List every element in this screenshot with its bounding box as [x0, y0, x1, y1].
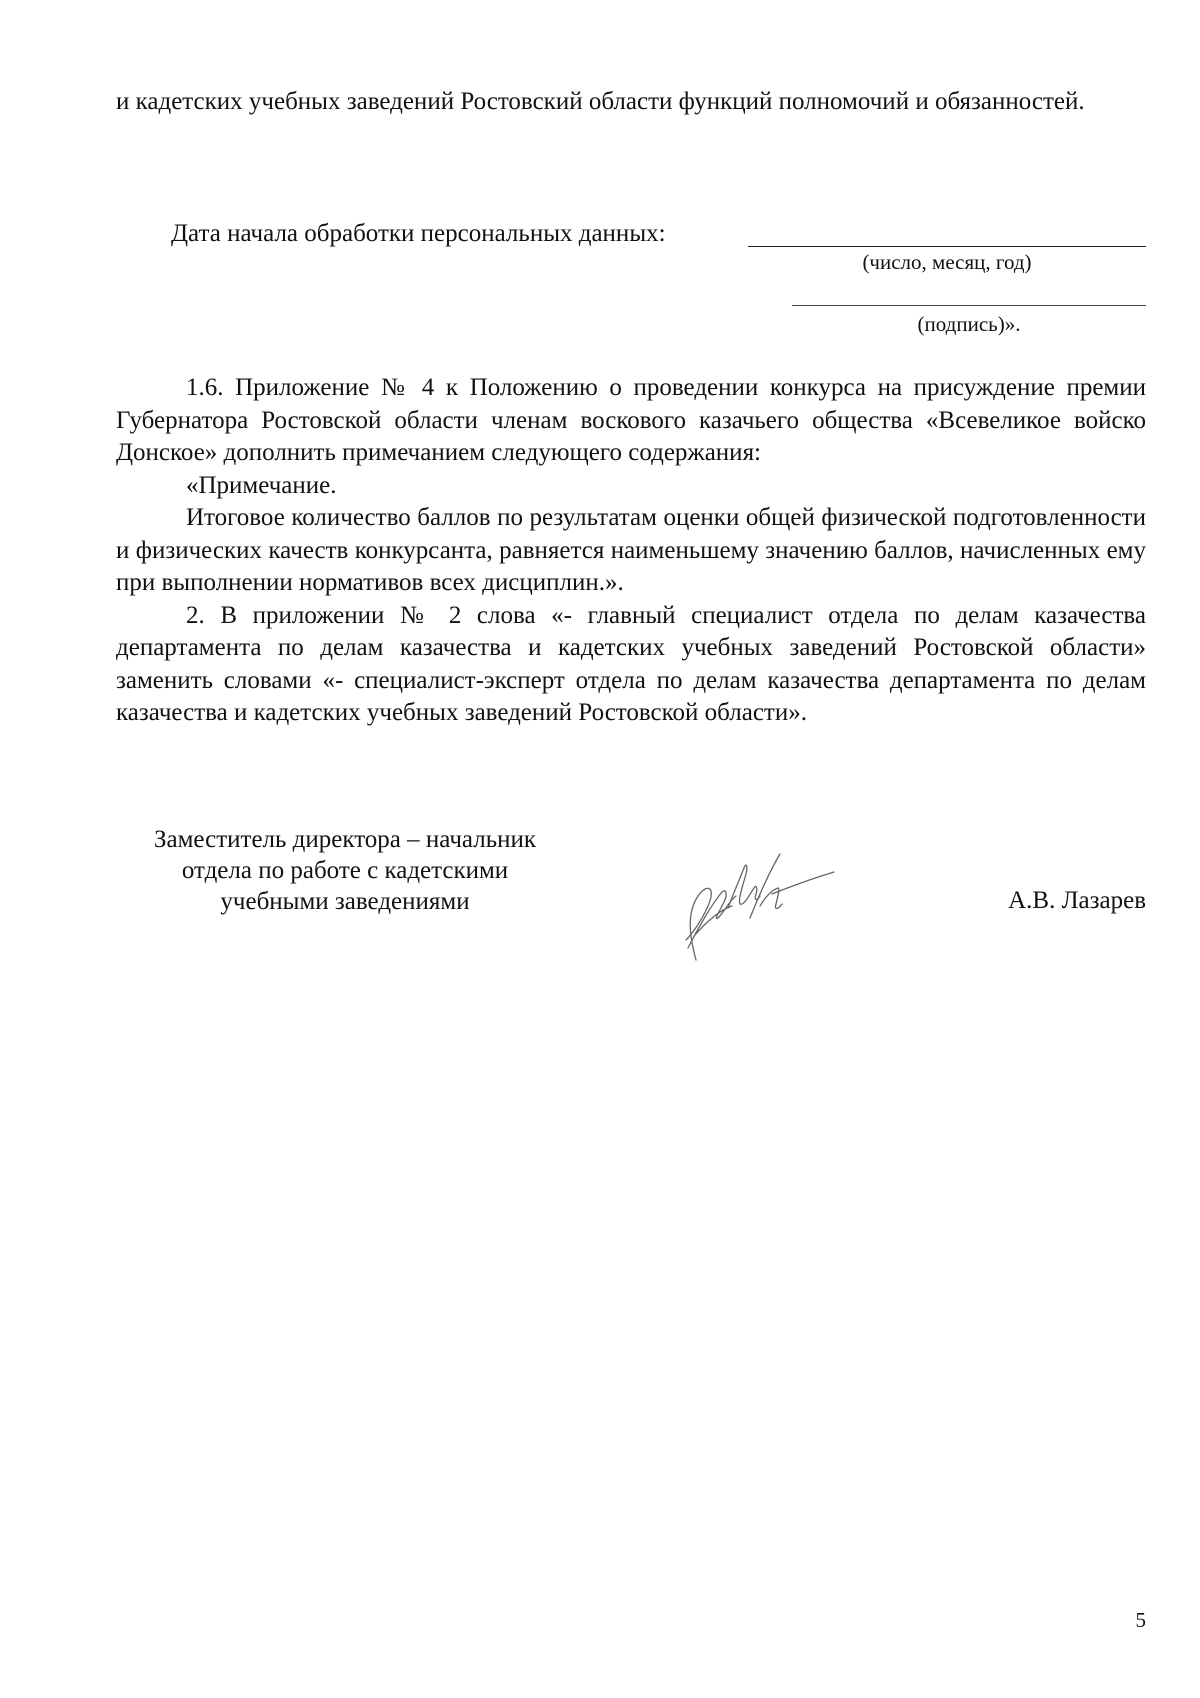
body-block: [116, 372, 1146, 730]
handwritten-signature: [668, 848, 838, 968]
paragraph-1-6: 1.6. Приложение № 4 к Положению о проведении конкурса на присуждение премии Губернатора Ростовской области членам воскового казачьего общества «Всевеликое войско Донское» дополнить примечанием следующего содержания:: [116, 374, 1146, 466]
signature-caption: (подпись)».: [917, 312, 1021, 336]
position-line: Заместитель директора – начальник: [153, 826, 537, 853]
signature-stroke: [772, 872, 834, 894]
paragraph-2: 2. В приложении № 2 слова «- главный специалист отдела по делам казачества департамента по делам казачества и кадетских учебных заведений Ростовской области» заменить словами «- специалист-эксперт отдела по делам казачества департамента по делам казачества и кадетских учебных заведений Ростовской области».: [116, 601, 1146, 726]
signatory-position: [110, 824, 580, 917]
page-number: 5: [1135, 1608, 1146, 1632]
note-heading: «Примечание.: [186, 471, 337, 499]
position-line: отдела по работе с кадетскими: [181, 857, 509, 884]
signatory-name: А.В. Лазарев: [1008, 887, 1146, 914]
date-label: Дата начала обработки персональных данных:: [171, 220, 666, 247]
signature-stroke: [728, 865, 760, 908]
note-text: Итоговое количество баллов по результатам оценки общей физической подготовленности и физических качеств конкурсанта, равняется наименьшему значению баллов, начисленных ему при выполнении нормативов всех дисциплин.».: [116, 504, 1146, 596]
intro-paragraph: и кадетских учебных заведений Ростовский области функций полномочий и обязанностей.: [116, 88, 1085, 115]
signature-fill-line: [792, 305, 1146, 306]
position-line: учебными заведениями: [220, 888, 470, 915]
date-caption: (число, месяц, год): [862, 250, 1032, 274]
date-fill-line: [748, 246, 1146, 247]
intro-block: [116, 86, 1146, 119]
signature-stroke: [686, 888, 711, 960]
signature-stroke: [688, 891, 736, 948]
